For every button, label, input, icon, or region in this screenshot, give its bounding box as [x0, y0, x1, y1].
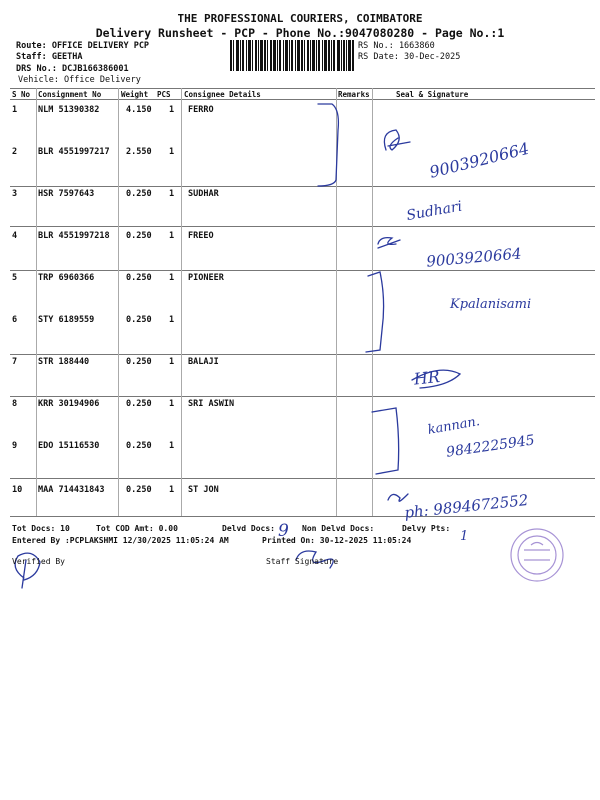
cell-sno: 7: [12, 357, 18, 367]
cell-weight: 0.250: [126, 231, 152, 241]
cell-consignee: PIONEER: [188, 273, 224, 283]
row-divider: [10, 186, 595, 187]
column-divider: [372, 88, 373, 516]
cell-consignee: FERRO: [188, 105, 214, 115]
cell-consignee: BALAJI: [188, 357, 219, 367]
row-divider: [10, 270, 595, 271]
cell-consignment: BLR 4551997217: [38, 147, 110, 157]
cell-weight: 0.250: [126, 357, 152, 367]
cell-consignee: ST JON: [188, 485, 219, 495]
col-header-consignment: Consignment No: [38, 90, 102, 99]
cell-sno: 6: [12, 315, 18, 325]
cell-consignment: MAA 714431843: [38, 485, 105, 495]
cell-sno: 8: [12, 399, 18, 409]
cell-consignment: TRP 6960366: [38, 273, 95, 283]
col-header-consignee: Consignee Details: [184, 90, 261, 99]
rs-number: RS No.: 1663860: [358, 41, 435, 51]
runsheet-title: Delivery Runsheet - PCP - Phone No.:9047080280 - Page No.:1: [95, 26, 505, 40]
cell-weight: 0.250: [126, 485, 152, 495]
route-label: Route: OFFICE DELIVERY PCP: [16, 41, 150, 51]
cell-pcs: 1: [169, 273, 175, 283]
cell-consignment: NLM 51390382: [38, 105, 100, 115]
cell-weight: 0.250: [126, 189, 152, 199]
cell-sno: 1: [12, 105, 18, 115]
ink-bracket: [366, 272, 384, 352]
table-header-rule: [10, 99, 595, 100]
cell-consignment: BLR 4551997218: [38, 231, 110, 241]
entered-by: Entered By :PCPLAKSHMI 12/30/2025 11:05:24 AM: [12, 536, 229, 545]
signature-scribble: [412, 370, 460, 388]
table-bottom-rule: [10, 516, 595, 517]
cell-pcs: 1: [169, 441, 175, 451]
cell-consignee: SUDHAR: [188, 189, 219, 199]
rs-date: RS Date: 30-Dec-2025: [358, 52, 461, 62]
cell-sno: 9: [12, 441, 18, 451]
cell-weight: 0.250: [126, 315, 152, 325]
non-delivered-docs-label: Non Delvd Docs:: [302, 524, 375, 533]
delvy-pts-handwritten: 1: [460, 529, 469, 544]
column-divider: [336, 88, 337, 516]
cell-weight: 4.150: [126, 105, 152, 115]
delivery-points-label: Delvy Pts:: [402, 524, 451, 533]
signature-row5: Kpalanisami: [450, 297, 532, 312]
cell-sno: 5: [12, 273, 18, 283]
signature-row1-number: 9003920664: [427, 138, 531, 182]
cell-sno: 10: [12, 485, 23, 495]
table-top-rule: [10, 88, 595, 89]
row-divider: [10, 478, 595, 479]
cell-pcs: 1: [169, 105, 175, 115]
cell-pcs: 1: [169, 147, 175, 157]
signature-row10: ph: 9894672552: [403, 490, 530, 522]
col-header-weight: Weight: [121, 90, 149, 99]
signature-row8-number: 9842225945: [445, 432, 536, 461]
signature-row4-number: 9003920664: [425, 244, 523, 271]
cell-pcs: 1: [169, 315, 175, 325]
cell-sno: 3: [12, 189, 18, 199]
cell-consignee: FREEO: [188, 231, 214, 241]
cell-pcs: 1: [169, 189, 175, 199]
cell-consignment: STR 188440: [38, 357, 90, 367]
barcode-image: [230, 40, 354, 71]
signature-row7: HR: [412, 366, 441, 389]
cell-pcs: 1: [169, 357, 175, 367]
drs-label: DRS No.: DCJB166386001: [16, 64, 129, 74]
office-stamp: [511, 529, 563, 581]
cell-consignment: HSR 7597643: [38, 189, 95, 199]
cell-consignee: SRI ASWIN: [188, 399, 235, 409]
signature-row8-name: kannan.: [426, 414, 482, 438]
cell-pcs: 1: [169, 231, 175, 241]
signature-scribble: [388, 494, 408, 501]
cell-consignment: KRR 30194906: [38, 399, 100, 409]
col-header-sno: S No: [12, 90, 31, 99]
col-header-remarks: Remarks: [338, 90, 370, 99]
signature-scribble: [384, 130, 410, 150]
cell-sno: 2: [12, 147, 18, 157]
column-divider: [36, 88, 37, 516]
delivered-docs-label: Delvd Docs:: [222, 524, 275, 533]
staff-signature-label: Staff Signature: [266, 557, 339, 566]
col-header-seal-signature: Seal & Signature: [396, 90, 469, 99]
delvd-count-handwritten: 9: [278, 521, 289, 541]
staff-label: Staff: GEETHA: [16, 52, 83, 62]
column-divider: [118, 88, 119, 516]
vehicle-label: Vehicle: Office Delivery: [18, 75, 141, 85]
row-divider: [10, 396, 595, 397]
cell-weight: 0.250: [126, 273, 152, 283]
cell-pcs: 1: [169, 485, 175, 495]
printed-on: Printed On: 30-12-2025 11:05:24: [262, 536, 412, 545]
signature-scribble: [378, 238, 400, 248]
total-docs: Tot Docs: 10: [12, 524, 70, 533]
cell-consignment: STY 6189559: [38, 315, 95, 325]
company-title: THE PROFESSIONAL COURIERS, COIMBATORE: [177, 12, 423, 25]
verified-by-label: Verified By: [12, 557, 65, 566]
cell-weight: 0.250: [126, 399, 152, 409]
cell-weight: 0.250: [126, 441, 152, 451]
signature-row3: Sudhari: [405, 198, 464, 225]
cell-weight: 2.550: [126, 147, 152, 157]
column-divider: [181, 88, 182, 516]
row-divider: [10, 354, 595, 355]
col-header-pcs: PCS: [157, 90, 171, 99]
total-cod-amount: Tot COD Amt: 0.00: [96, 524, 178, 533]
row-divider: [10, 226, 595, 227]
cell-sno: 4: [12, 231, 18, 241]
ink-bracket: [372, 408, 399, 474]
cell-pcs: 1: [169, 399, 175, 409]
cell-consignment: EDO 15116530: [38, 441, 100, 451]
